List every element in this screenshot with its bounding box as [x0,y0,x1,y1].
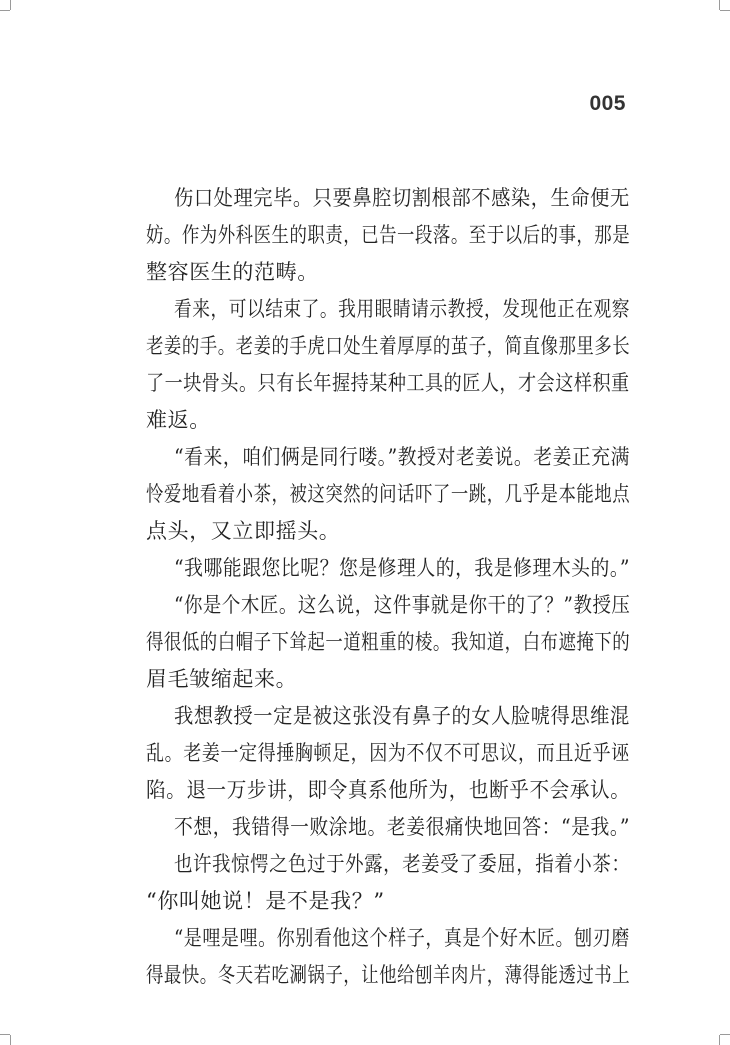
crop-mark-top-right [720,10,730,11]
text-line: “我哪能跟您比呢？您是修理人的，我是修理木头的。” [174,556,630,580]
crop-mark-top-left [0,10,10,11]
text-line: 点头，又立即摇头。 [146,519,341,543]
text-line: 看来，可以结束了。我用眼睛请示教授，发现他正在观察 [174,297,630,321]
text-line: 了一块骨头。只有长年握持某种工具的匠人，才会这样积重 [146,371,630,395]
text-line: 乱。老姜一定得捶胸顿足，因为不仅不可思议，而且近乎诬 [146,741,630,765]
text-line: “你叫她说！是不是我？” [146,889,385,913]
crop-mark-top-left [10,0,11,10]
text-line: 妨。作为外科医生的职责，已告一段落。至于以后的事，那是 [146,223,631,247]
crop-mark-bottom-right [720,1034,730,1035]
text-line: 怜爱地看着小茶，被这突然的问话吓了一跳，几乎是本能地点 [146,482,631,506]
text-line: 难返。 [146,408,211,432]
text-line: 不想，我错得一败涂地。老姜很痛快地回答：“是我。” [174,815,630,839]
crop-mark-bottom-left [10,1035,11,1045]
text-line: 也许我惊愕之色过于外露，老姜受了委屈，指着小茶： [174,852,631,876]
text-line: “你是个木匠。这么说，这件事就是你干的了？”教授压 [174,593,631,617]
crop-mark-bottom-right [719,1035,720,1045]
text-line: 我想教授一定是被这张没有鼻子的女人脸唬得思维混 [174,704,630,728]
crop-mark-bottom-left [0,1034,10,1035]
page-number: 005 [589,92,626,115]
text-line: 陷。退一万步讲，即令真系他所为，也断乎不会承认。 [146,778,631,802]
text-line: 伤口处理完毕。只要鼻腔切割根部不感染，生命便无 [174,186,630,210]
text-line: 眉毛皱缩起来。 [146,667,298,691]
text-line: 老姜的手。老姜的手虎口处生着厚厚的茧子，简直像那里多长 [146,334,631,358]
text-line: 整容医生的范畴。 [146,260,319,284]
text-line: “是哩是哩。你别看他这个样子，真是个好木匠。刨刃磨 [174,926,630,950]
crop-mark-top-right [719,0,720,10]
text-line: 得很低的白帽子下耸起一道粗重的棱。我知道，白布遮掩下的 [146,630,631,654]
text-line: 得最快。冬天若吃涮锅子，让他给刨羊肉片，薄得能透过书上 [146,963,631,987]
text-line: “看来，咱们俩是同行喽。”教授对老姜说。老姜正充满 [174,445,630,469]
